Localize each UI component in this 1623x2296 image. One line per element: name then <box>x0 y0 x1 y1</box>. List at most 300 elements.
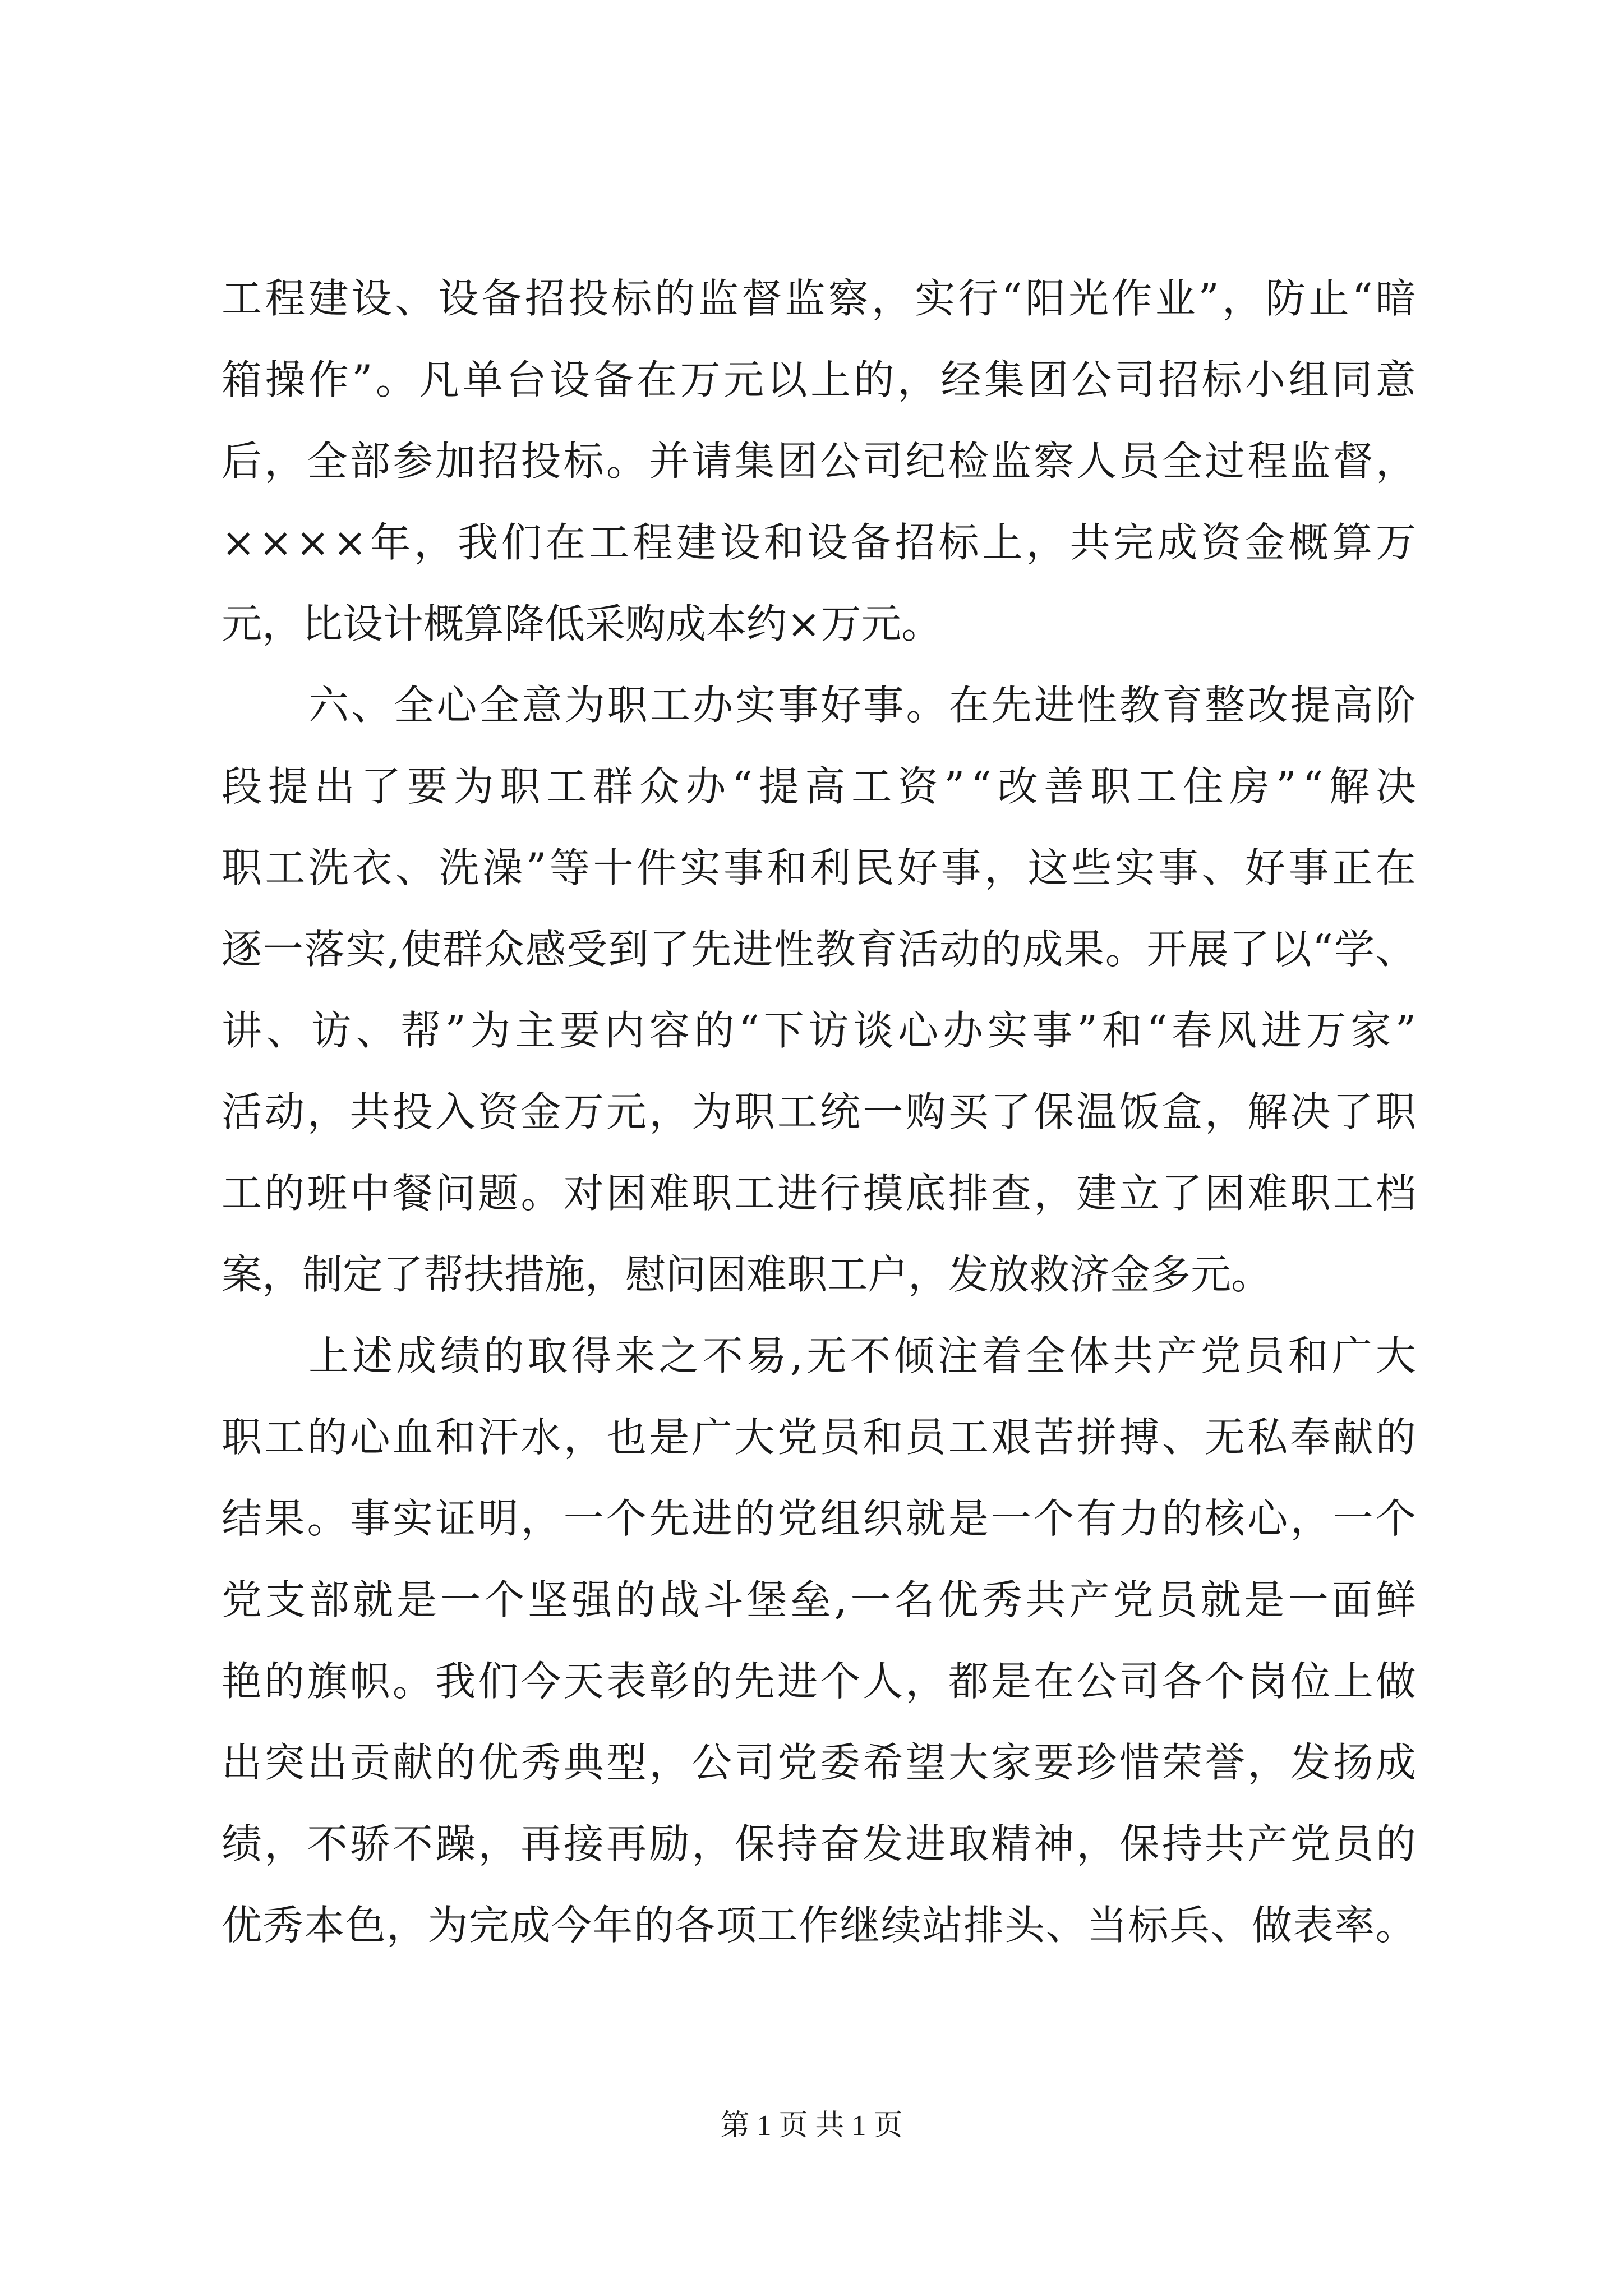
line-char: 全 <box>394 682 435 729</box>
line-char: 设 <box>549 356 590 403</box>
line-char: 突 <box>264 1739 305 1786</box>
line-char: 展 <box>1188 926 1229 973</box>
line-char: 阳 <box>1025 275 1066 322</box>
line-char: 部 <box>309 1576 350 1623</box>
line-char: 落 <box>304 926 345 973</box>
line-char: 成 <box>1157 519 1198 566</box>
line-char: 不 <box>392 1820 433 1867</box>
line-char: ” <box>944 763 965 810</box>
line-char: 奋 <box>820 1820 861 1867</box>
line-char: 、 <box>1045 1902 1086 1949</box>
line-char: 一 <box>850 1576 891 1623</box>
line-char: 了 <box>1332 1088 1373 1135</box>
line-char: 优 <box>222 1902 262 1949</box>
line-char: 参 <box>392 438 433 485</box>
line-char: 问 <box>435 1170 476 1217</box>
line-char: 和 <box>863 1414 903 1461</box>
line-char: 共 <box>349 1088 390 1135</box>
line-char: 办 <box>685 763 726 810</box>
line-char: 经 <box>940 356 981 403</box>
line-char: 职 <box>1290 1170 1331 1217</box>
line-char: 是 <box>948 1495 989 1542</box>
line-char: 垒 <box>790 1576 831 1623</box>
line-char: 难 <box>649 1170 690 1217</box>
line-char: 头 <box>1004 1902 1045 1949</box>
line-char: 有 <box>1076 1495 1117 1542</box>
line-char: 澡 <box>482 844 523 891</box>
line-char: 提 <box>1290 682 1331 729</box>
line-char: 标 <box>1201 356 1242 403</box>
paragraph-2-line-7 <box>222 1153 1416 1234</box>
line-char: 实 <box>735 682 776 729</box>
line-char: 开 <box>1146 926 1187 973</box>
line-char: 再 <box>520 1820 561 1867</box>
line-char: 容 <box>649 1007 690 1054</box>
line-char: 的 <box>483 1332 524 1379</box>
line-char: 万 <box>680 356 721 403</box>
line-char: 集 <box>984 356 1025 403</box>
paragraph-3-line-5 <box>222 1641 1416 1722</box>
line-char: 要 <box>407 763 448 810</box>
line-char: 一 <box>863 1088 903 1135</box>
line-char: 工 <box>649 682 690 729</box>
line-char: 洗 <box>308 844 349 891</box>
line-char: 体 <box>1069 1332 1110 1379</box>
line-char: 行 <box>820 1170 861 1217</box>
line-char: 职 <box>1090 763 1131 810</box>
line-char: 、 <box>1375 926 1416 973</box>
page-number-label: 第 1 页 共 1 页 <box>720 2110 903 2142</box>
line-text: 案，制定了帮扶措施，慰问困难职工户，发放救济金多元。 <box>222 1251 1272 1298</box>
line-char: 家 <box>990 1739 1031 1786</box>
line-char: 率 <box>1334 1902 1375 1949</box>
line-char: 教 <box>815 926 856 973</box>
line-char: 教 <box>1119 682 1160 729</box>
line-char: 典 <box>563 1739 604 1786</box>
line-char: × <box>222 519 256 566</box>
line-char: 为 <box>453 763 494 810</box>
line-char: 成 <box>1022 926 1063 973</box>
line-char: 个 <box>1205 1658 1246 1705</box>
line-char: 之 <box>658 1332 699 1379</box>
line-char: ， <box>1026 519 1067 566</box>
line-char: 投 <box>520 438 561 485</box>
line-char: 招 <box>478 438 519 485</box>
line-char: 面 <box>1331 1576 1372 1623</box>
line-char: 出 <box>222 1739 262 1786</box>
line-char: 帮 <box>400 1007 441 1054</box>
line-char: 各 <box>675 1902 716 1949</box>
line-char: 要 <box>1034 1739 1075 1786</box>
line-char: 当 <box>1087 1902 1128 1949</box>
line-char: × <box>333 519 367 566</box>
line-char: 金 <box>520 1088 561 1135</box>
line-char: 的 <box>264 1170 305 1217</box>
line-char: 团 <box>777 438 818 485</box>
line-char: “ <box>732 763 753 810</box>
line-char: 谈 <box>853 1007 894 1054</box>
line-char: 房 <box>1229 763 1270 810</box>
line-char: 先 <box>649 1495 690 1542</box>
line-char: 大 <box>1375 1332 1416 1379</box>
line-char: 员 <box>1119 438 1160 485</box>
line-char: 立 <box>1119 1170 1160 1217</box>
line-char: 的 <box>981 926 1022 973</box>
line-char: ， <box>1290 1495 1331 1542</box>
line-char: 团 <box>1027 356 1068 403</box>
line-char: 了 <box>649 926 690 973</box>
line-char: 人 <box>863 1658 903 1705</box>
line-char: 育 <box>856 926 897 973</box>
line-char: 着 <box>981 1332 1022 1379</box>
line-char: 站 <box>922 1902 963 1949</box>
paragraph-2-line-8 <box>222 1234 1416 1315</box>
line-char: 惜 <box>1119 1739 1160 1786</box>
line-char: 工 <box>777 1088 818 1135</box>
line-char: 金 <box>1244 519 1285 566</box>
line-char: 也 <box>606 1414 647 1461</box>
line-char: 进 <box>732 926 773 973</box>
line-char: 进 <box>777 1658 818 1705</box>
line-char: 司 <box>1114 356 1155 403</box>
line-char: ， <box>264 438 305 485</box>
line-char: 、 <box>395 275 436 322</box>
line-char: 保 <box>734 1820 775 1867</box>
line-char: 扬 <box>1332 1739 1373 1786</box>
line-char: 万 <box>1306 1007 1347 1054</box>
line-char: 就 <box>905 1495 946 1542</box>
line-char: 这 <box>1027 844 1068 891</box>
line-char: 群 <box>592 763 633 810</box>
line-char: 司 <box>863 438 903 485</box>
line-char: 办 <box>692 682 733 729</box>
line-char: 司 <box>734 1739 775 1786</box>
line-char: 都 <box>948 1658 989 1705</box>
line-char: 排 <box>963 1902 1004 1949</box>
line-char: 战 <box>659 1576 700 1623</box>
line-char: 们 <box>478 1658 519 1705</box>
line-char: 再 <box>606 1820 647 1867</box>
line-char: 的 <box>633 1902 674 1949</box>
line-char: 设 <box>351 275 392 322</box>
line-char: 解 <box>1247 1088 1288 1135</box>
line-char: 坚 <box>528 1576 569 1623</box>
line-char: 工 <box>851 763 892 810</box>
line-char: 摸 <box>863 1170 903 1217</box>
line-char: 单 <box>462 356 503 403</box>
line-char: 党 <box>222 1576 262 1623</box>
line-char: 进 <box>777 1170 818 1217</box>
line-char: 事 <box>1288 844 1329 891</box>
line-char: 成 <box>510 1902 551 1949</box>
line-char: 强 <box>571 1576 612 1623</box>
line-char: 部 <box>349 438 390 485</box>
line-char: 建 <box>1076 1170 1117 1217</box>
line-char: 继 <box>840 1902 880 1949</box>
line-char: 是 <box>649 1414 690 1461</box>
line-char: ， <box>414 519 455 566</box>
line-char: 来 <box>615 1332 656 1379</box>
line-char: ” <box>352 356 373 403</box>
line-char: 产 <box>1247 1820 1288 1867</box>
line-char: 员 <box>1244 1332 1285 1379</box>
line-char: 心 <box>1247 1495 1288 1542</box>
line-char: 得 <box>571 1332 612 1379</box>
line-char: 改 <box>1247 682 1288 729</box>
line-char: 和 <box>1101 1007 1142 1054</box>
line-char: 党 <box>1290 1820 1331 1867</box>
line-char: 以 <box>767 356 808 403</box>
line-char: 利 <box>810 844 851 891</box>
line-char: 做 <box>1252 1902 1293 1949</box>
line-char: 小 <box>1245 356 1286 403</box>
line-char: 献 <box>392 1739 433 1786</box>
line-char: 过 <box>1205 438 1246 485</box>
line-char: 的 <box>615 1576 656 1623</box>
line-char: 逐 <box>222 926 262 973</box>
line-char: 程 <box>1247 438 1288 485</box>
line-char: 工 <box>1332 1170 1373 1217</box>
line-char: 个 <box>820 1658 861 1705</box>
line-char: 荣 <box>1161 1739 1202 1786</box>
line-char: 党 <box>1200 1332 1241 1379</box>
line-char: 血 <box>392 1414 433 1461</box>
line-char: 入 <box>435 1088 476 1135</box>
line-char: 了 <box>1229 926 1270 973</box>
line-char: 员 <box>820 1414 861 1461</box>
line-char: 。 <box>307 1495 348 1542</box>
line-char: 上 <box>1332 1658 1373 1705</box>
line-char: 持 <box>777 1820 818 1867</box>
line-char: 司 <box>1119 1658 1160 1705</box>
line-char: 检 <box>948 438 989 485</box>
line-char: 和 <box>767 844 808 891</box>
line-char: 公 <box>820 438 861 485</box>
line-char: , <box>834 1576 847 1623</box>
line-char: ， <box>1034 1170 1075 1217</box>
line-char: 完 <box>1113 519 1154 566</box>
line-char: 动 <box>939 926 980 973</box>
line-char: ， <box>905 1658 946 1705</box>
line-char: 成 <box>396 1332 437 1379</box>
line-char: 家 <box>1350 1007 1391 1054</box>
line-char: 、 <box>1201 844 1242 891</box>
paragraph-3-line-1 <box>222 1315 1416 1397</box>
line-char: 题 <box>478 1170 519 1217</box>
line-char: 私 <box>1247 1414 1288 1461</box>
line-char: 以 <box>1271 926 1312 973</box>
line-char: 党 <box>777 1739 818 1786</box>
line-char: 监 <box>785 275 826 322</box>
line-char: 止 <box>1308 275 1349 322</box>
line-char: 十 <box>593 844 634 891</box>
line-char: 共 <box>1113 1332 1154 1379</box>
line-char: 了 <box>361 763 402 810</box>
line-char: 的 <box>654 275 695 322</box>
line-char: 成 <box>1375 1739 1416 1786</box>
line-char: 活 <box>222 1088 262 1135</box>
line-char: 拼 <box>1076 1414 1117 1461</box>
line-char: 。 <box>520 1170 561 1217</box>
line-char: 为 <box>470 1007 511 1054</box>
line-char: 实 <box>345 926 386 973</box>
line-char: 今 <box>520 1658 561 1705</box>
line-char: 工 <box>222 1170 262 1217</box>
line-char: 表 <box>606 1658 647 1705</box>
line-char: 奉 <box>1290 1414 1331 1461</box>
line-char: 资 <box>897 763 938 810</box>
line-char: 职 <box>734 1088 775 1135</box>
line-char: 核 <box>1205 1495 1246 1542</box>
line-char: 共 <box>1025 1576 1066 1623</box>
line-char: 保 <box>1119 1820 1160 1867</box>
line-char: 公 <box>1076 1658 1117 1705</box>
line-char: 秀 <box>981 1576 1022 1623</box>
line-char: 集 <box>734 438 775 485</box>
line-char: 设 <box>720 519 760 566</box>
line-char: 洗 <box>439 844 479 891</box>
line-char: 好 <box>1245 844 1286 891</box>
line-char: 全 <box>1025 1332 1066 1379</box>
line-char: ， <box>1076 1820 1117 1867</box>
line-char: 鲜 <box>1375 1576 1416 1623</box>
line-char: 大 <box>948 1739 989 1786</box>
line-char: 本 <box>303 1902 344 1949</box>
line-char: 实 <box>680 844 721 891</box>
paragraph-1-line-4 <box>222 502 1416 583</box>
line-char: 了 <box>1161 1170 1202 1217</box>
line-char: 察 <box>828 275 869 322</box>
line-char: 餐 <box>392 1170 433 1217</box>
line-char: 光 <box>1068 275 1109 322</box>
line-char: 督 <box>1332 438 1373 485</box>
line-char: 加 <box>435 438 476 485</box>
line-char: ， <box>649 1739 690 1786</box>
line-char: 一 <box>440 1576 481 1623</box>
line-char: ， <box>264 1820 305 1867</box>
line-char: 职 <box>500 763 541 810</box>
line-char: 广 <box>1331 1332 1372 1379</box>
line-char: 明 <box>478 1495 519 1542</box>
line-char: “ <box>1302 763 1324 810</box>
line-char: 出 <box>314 763 355 810</box>
line-char: 组 <box>1288 356 1329 403</box>
line-char: 防 <box>1265 275 1306 322</box>
line-char: 上 <box>982 519 1023 566</box>
line-char: 设 <box>438 275 479 322</box>
line-char: “ <box>1001 275 1022 322</box>
line-char: 绩 <box>222 1820 262 1867</box>
line-char: 程 <box>632 519 673 566</box>
line-char: 工 <box>734 1170 775 1217</box>
line-char: 一 <box>563 1495 604 1542</box>
line-char: 衣 <box>352 844 393 891</box>
line-char: 整 <box>1205 682 1246 729</box>
line-char: 访 <box>311 1007 352 1054</box>
line-char: 发 <box>1290 1739 1331 1786</box>
line-char: 上 <box>308 1332 349 1379</box>
line-char: 产 <box>1156 1332 1197 1379</box>
line-char: 台 <box>506 356 547 403</box>
line-char: 的 <box>307 1414 348 1461</box>
line-char: 意 <box>1375 356 1416 403</box>
line-char: 工 <box>588 519 629 566</box>
line-char: 困 <box>1205 1170 1246 1217</box>
line-char: 年 <box>370 519 411 566</box>
line-char: 彰 <box>649 1658 690 1705</box>
line-char: 兵 <box>1169 1902 1210 1949</box>
line-char: 意 <box>522 682 562 729</box>
line-char: 春 <box>1172 1007 1212 1054</box>
line-char: 续 <box>880 1902 921 1949</box>
line-char: 受 <box>566 926 607 973</box>
line-char: 个 <box>484 1576 525 1623</box>
line-char: × <box>296 519 330 566</box>
line-char: 、 <box>351 682 392 729</box>
line-char: 上 <box>810 356 851 403</box>
line-char: 标 <box>938 519 979 566</box>
line-char: 在 <box>1034 1658 1075 1705</box>
line-char: 标 <box>611 275 652 322</box>
line-char: 织 <box>863 1495 903 1542</box>
line-char: 结 <box>222 1495 262 1542</box>
line-char: 秀 <box>262 1902 303 1949</box>
line-char: 项 <box>716 1902 757 1949</box>
line-char: ， <box>649 1088 690 1135</box>
line-char: 察 <box>1034 438 1075 485</box>
line-char: ， <box>563 1414 604 1461</box>
line-char: 正 <box>1332 844 1373 891</box>
line-char: 党 <box>777 1495 818 1542</box>
line-char: “ <box>1146 1007 1168 1054</box>
line-char: 的 <box>694 1007 735 1054</box>
line-char: 是 <box>396 1576 437 1623</box>
line-char: 不 <box>307 1820 348 1867</box>
line-char: ” <box>525 844 547 891</box>
line-char: 温 <box>1076 1088 1117 1135</box>
line-char: 工 <box>546 763 587 810</box>
line-char: 资 <box>478 1088 519 1135</box>
line-char: 旗 <box>307 1658 348 1705</box>
line-char: ， <box>1375 438 1416 485</box>
line-char: 支 <box>265 1576 306 1623</box>
line-char: 招 <box>1158 356 1199 403</box>
line-char: 的 <box>264 1658 305 1705</box>
line-char: 事 <box>1158 844 1199 891</box>
line-char: 的 <box>1161 1495 1202 1542</box>
line-char: 是 <box>1244 1576 1285 1623</box>
line-char: 到 <box>608 926 649 973</box>
line-char: 述 <box>352 1332 393 1379</box>
line-char: 投 <box>568 275 609 322</box>
line-char: 等 <box>549 844 590 891</box>
line-char: 苦 <box>1034 1414 1075 1461</box>
line-char: 广 <box>691 1414 732 1461</box>
line-char: 标 <box>563 438 604 485</box>
line-char: 一 <box>1288 1576 1329 1623</box>
line-char: 下 <box>763 1007 804 1054</box>
line-char: 、 <box>1161 1414 1202 1461</box>
line-char: 在 <box>1375 844 1416 891</box>
line-char: 高 <box>1332 682 1373 729</box>
line-char: 招 <box>895 519 935 566</box>
paragraph-2-line-5 <box>222 990 1416 1071</box>
line-char: “ <box>1352 275 1373 322</box>
line-char: 党 <box>1113 1576 1154 1623</box>
line-char: 买 <box>948 1088 989 1135</box>
line-char: ” <box>1276 763 1297 810</box>
line-char: 艳 <box>222 1658 262 1705</box>
